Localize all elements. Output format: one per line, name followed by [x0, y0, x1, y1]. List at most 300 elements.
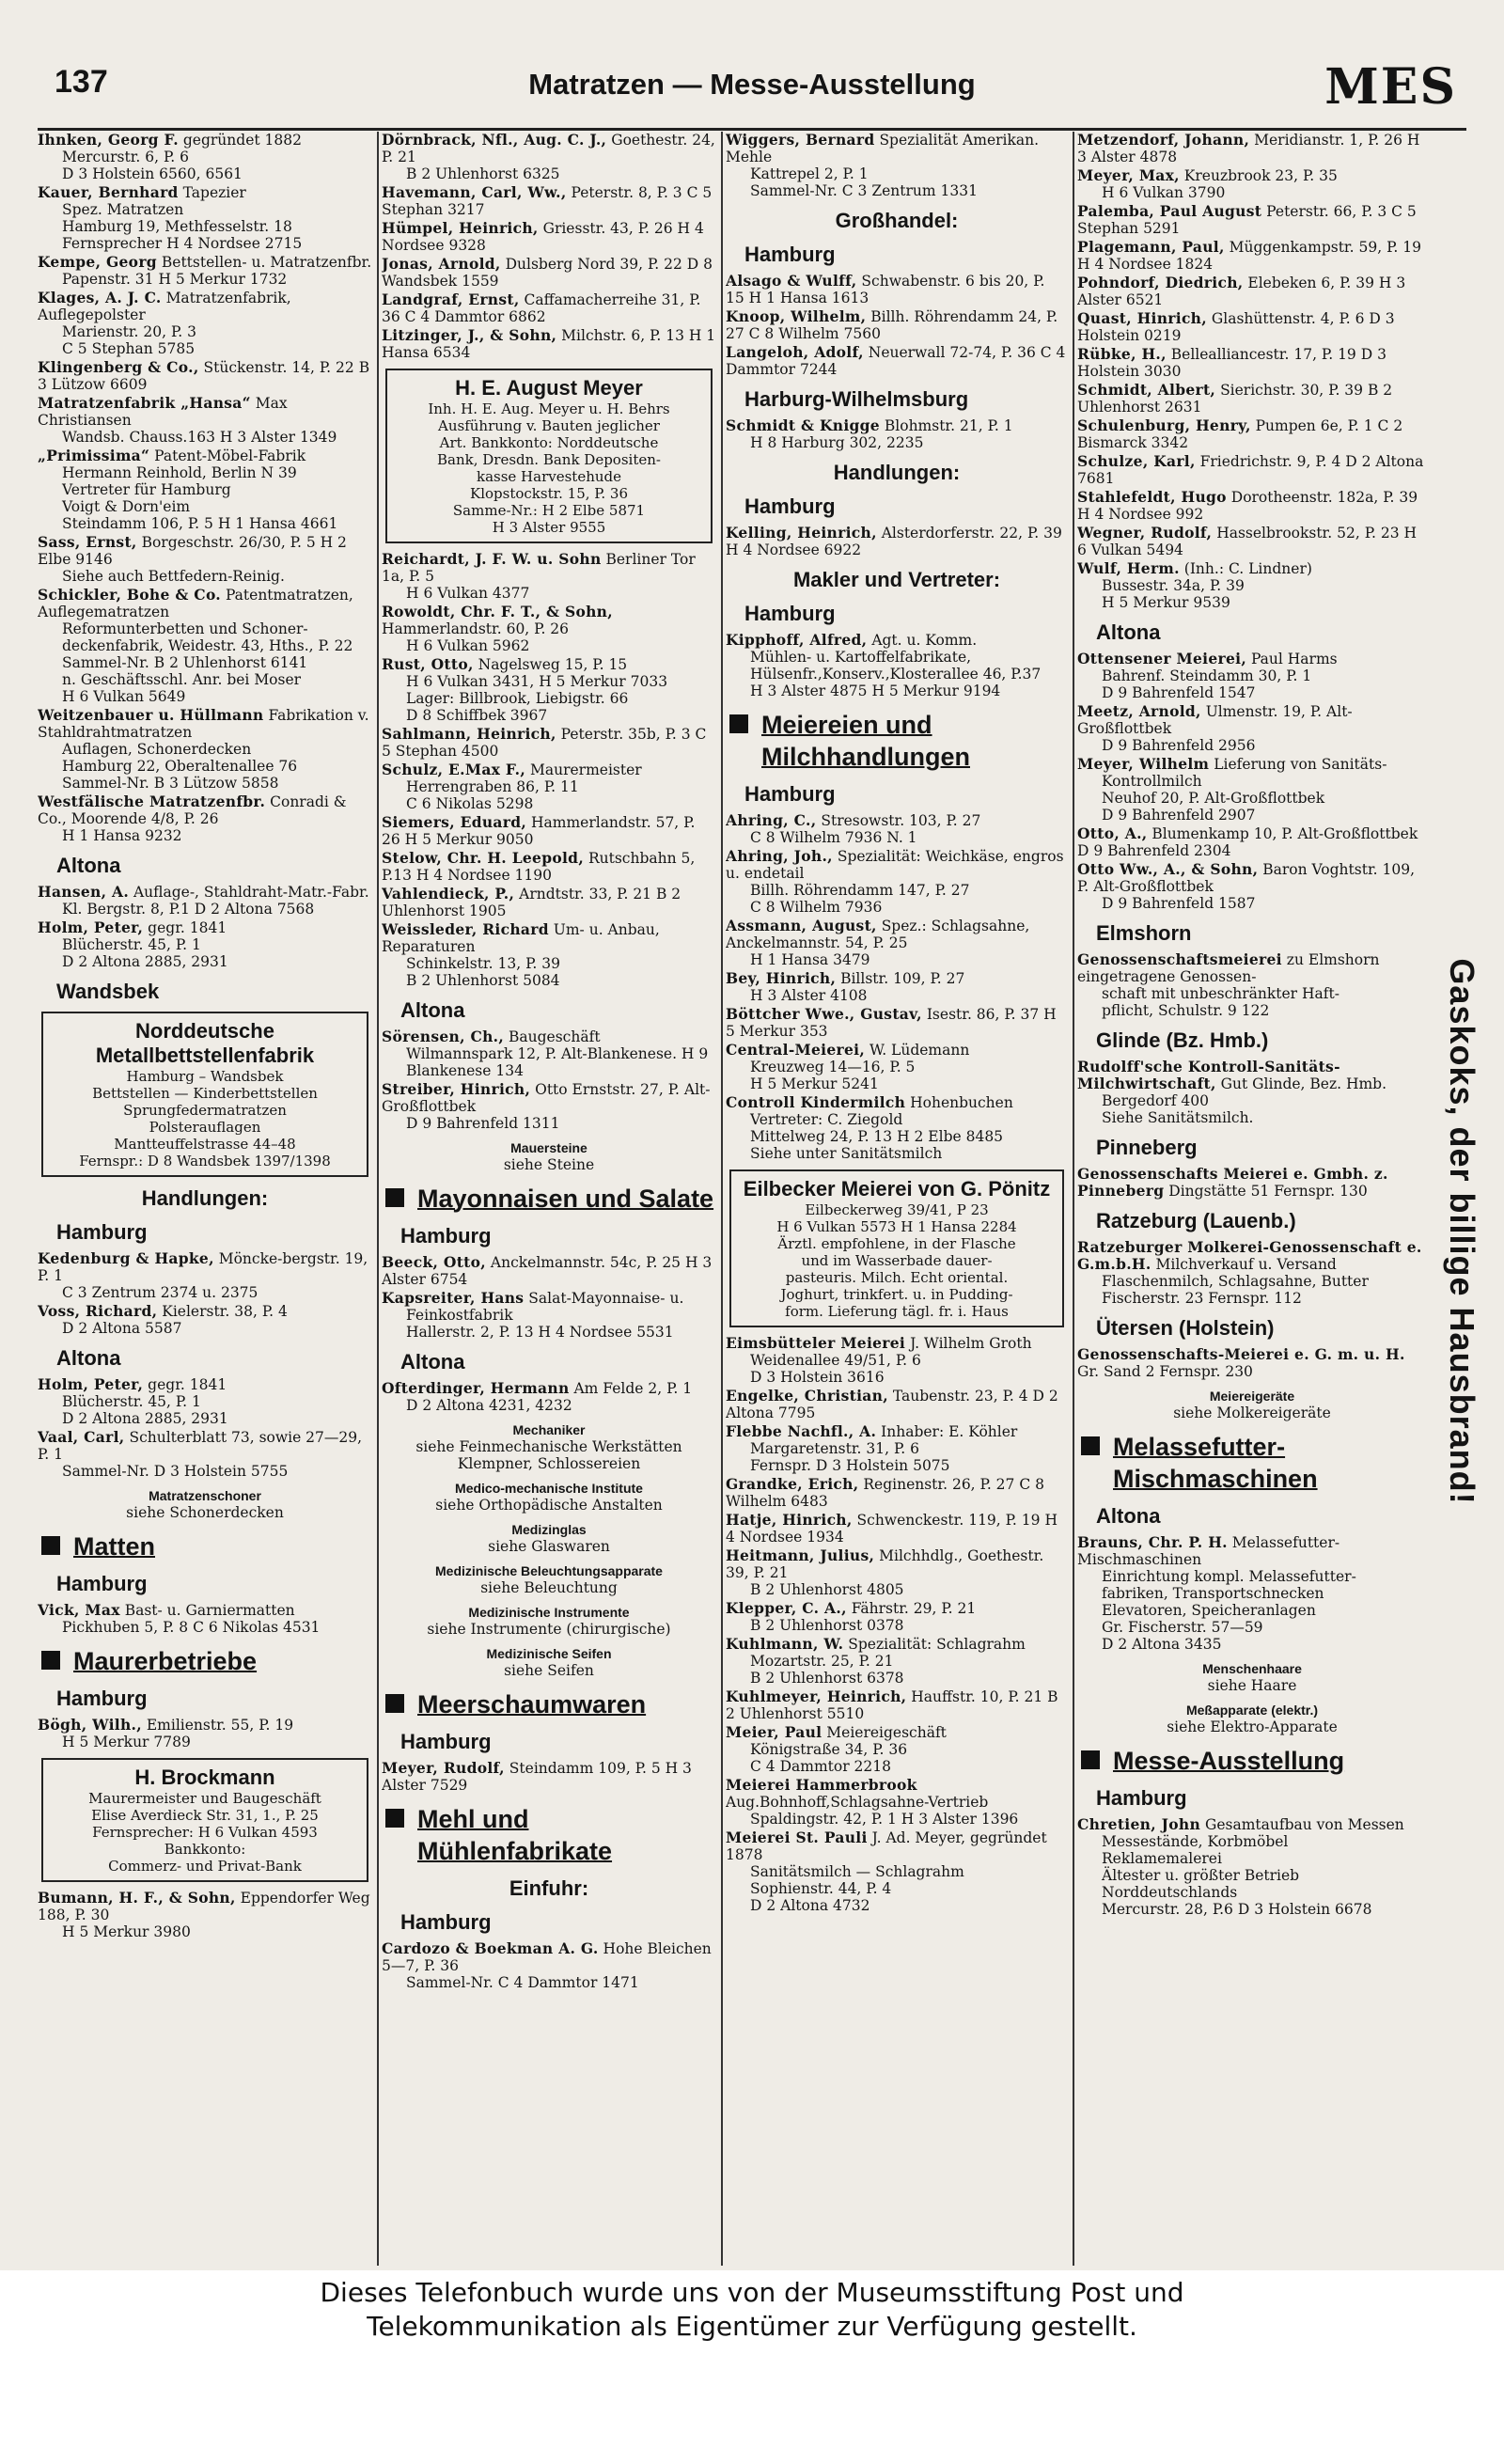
footer-line-1: Dieses Telefonbuch wurde uns von der Museumsstiftung Post und: [320, 2277, 1184, 2308]
entry-detail: H 5 Merkur 9539: [1102, 594, 1230, 611]
listing-entry: [726, 1423, 1068, 1474]
entry-detail: W. Lüdemann: [869, 1042, 970, 1059]
entry-detail: C 8 Wilhelm 7936: [750, 899, 883, 916]
ad-title: H. E. August Meyer: [455, 376, 643, 400]
entry-detail: C 8 Wilhelm 7936 N. 1: [750, 829, 917, 846]
entry-detail: Reklamemalerei: [1102, 1850, 1222, 1867]
entry-name: Vick, Max: [38, 1601, 120, 1619]
entry-detail: Spezialität: Weichkäse, engros u. endetail: [726, 848, 1064, 882]
entry-name: Litzinger, J., & Sohn,: [382, 326, 557, 344]
listing-entry: [726, 1042, 1068, 1092]
entry-detail: Griesstr. 43, P. 26 H 4 Nordsee 9328: [382, 220, 704, 254]
entry-detail: B 2 Uhlenhorst 5084: [406, 972, 560, 989]
entry-detail: Steindamm 106, P. 5 H 1 Hansa 4661: [62, 515, 338, 532]
entry-detail: Ulmenstr. 19, P. Alt-Großflottbek: [1077, 703, 1353, 737]
entry-name: Weitzenbauer u. Hüllmann: [38, 706, 264, 724]
xref-title: Matratzenschoner: [149, 1488, 261, 1503]
entry-detail: Möncke-bergstr. 19, P. 1: [38, 1250, 368, 1284]
entry-detail: Billh. Röhrendamm 24, P. 27 C 8 Wilhelm 7560: [726, 308, 1058, 342]
entry-name: Meetz, Arnold,: [1077, 702, 1201, 720]
listing-entry: [382, 551, 716, 602]
entry-detail: Milchverkauf u. Versand: [1155, 1256, 1337, 1273]
ad-line: Samme-Nr.: H 2 Elbe 5871: [452, 502, 646, 519]
entry-detail: D 8 Schiffbek 3967: [406, 707, 548, 724]
listing-entry: [382, 1254, 716, 1288]
listing-entry: [38, 1376, 372, 1427]
entry-name: Schmidt & Knigge: [726, 416, 880, 434]
entry-name: Wiggers, Bernard: [726, 132, 875, 149]
listing-entry: [382, 814, 716, 848]
entry-detail: Auflagen, Schonerdecken: [62, 741, 252, 758]
entry-detail: Feinkostfabrik: [406, 1307, 513, 1324]
entry-detail: Sanitätsmilch — Schlagrahm: [750, 1863, 964, 1880]
entry-detail: Rutschbahn 5, P.13 H 4 Nordsee 1190: [382, 850, 696, 884]
entry-detail: Papenstr. 31 H 5 Merkur 1732: [62, 271, 288, 288]
listing-entry: [726, 1636, 1068, 1687]
entry-detail: Max Christiansen: [38, 395, 288, 429]
place-heading: Hamburg: [400, 1730, 492, 1753]
listing-entry: [382, 1081, 716, 1132]
entry-detail: Otto Ernststr. 27, P. Alt-Großflottbek: [382, 1081, 711, 1115]
listing-entry: [382, 1028, 716, 1079]
category-heading: [382, 1688, 716, 1720]
boxed-advertisement: [729, 1169, 1064, 1327]
entry-name: Kelling, Heinrich,: [726, 524, 877, 541]
entry-detail: Sammel-Nr. D 3 Holstein 5755: [62, 1463, 289, 1480]
cross-reference: [382, 1421, 716, 1472]
entry-detail: H 5 Merkur 3980: [62, 1923, 191, 1940]
entry-detail: Marienstr. 20, P. 3: [62, 323, 196, 340]
boxed-advertisement: [41, 1012, 368, 1177]
entry-detail: Kielerstr. 38, P. 4: [162, 1303, 288, 1320]
entry-detail: Weidenallee 49/51, P. 6: [750, 1352, 921, 1369]
entry-name: Genossenschafts-Meierei e. G. m. u. H.: [1077, 1345, 1405, 1363]
entry-name: Schulenburg, Henry,: [1077, 416, 1251, 434]
entry-detail: H 5 Merkur 5241: [750, 1075, 879, 1092]
entry-detail: J. Ad. Meyer, gegründet 1878: [726, 1829, 1047, 1863]
entry-detail: fabriken, Transportschnecken: [1102, 1585, 1324, 1602]
xref-title: Mauersteine: [510, 1140, 588, 1155]
place-heading: Hamburg: [744, 602, 836, 625]
entry-detail: Agt. u. Komm.: [871, 632, 978, 649]
entry-name: Ottensener Meierei,: [1077, 650, 1247, 667]
entry-detail: Blücherstr. 45, P. 1: [62, 936, 201, 953]
entry-detail: Elebeken 6, P. 39 H 3 Alster 6521: [1077, 275, 1406, 308]
entry-name: Klages, A. J. C.: [38, 289, 162, 306]
entry-name: Flebbe Nachfl., A.: [726, 1422, 877, 1440]
entry-detail: C 4 Dammtor 2218: [750, 1758, 891, 1775]
entry-detail: H 1 Hansa 9232: [62, 827, 182, 844]
xref-target: siehe Molkereigeräte: [1173, 1405, 1331, 1421]
place-heading: Hamburg: [1096, 1786, 1187, 1810]
category-heading: [38, 1645, 372, 1677]
entry-name: Meier, Paul: [726, 1723, 822, 1741]
listing-entry: [1077, 825, 1427, 859]
entry-detail: Bergedorf 400: [1102, 1092, 1209, 1109]
ad-title: Norddeutsche Metallbettstellenfabrik: [95, 1019, 315, 1067]
entry-name: Chretien, John: [1077, 1815, 1201, 1833]
entry-name: Alsago & Wulff,: [726, 272, 857, 290]
listing-entry: [1077, 310, 1427, 344]
listing-entry: [726, 1335, 1068, 1386]
listing-entry: [726, 1476, 1068, 1510]
entry-detail: Nagelsweg 15, P. 15: [478, 656, 628, 673]
entry-detail: D 9 Bahrenfeld 1547: [1102, 684, 1256, 701]
boxed-advertisement: [385, 369, 713, 543]
ad-line: Maurermeister und Baugeschäft: [88, 1790, 321, 1807]
entry-detail: Am Felde 2, P. 1: [573, 1380, 693, 1397]
entry-name: Holm, Peter,: [38, 1375, 144, 1393]
entry-detail: Milchstr. 6, P. 13 H 1 Hansa 6534: [382, 327, 716, 361]
xref-target: siehe Instrumente (chirurgische): [427, 1621, 671, 1638]
entry-name: Voss, Richard,: [38, 1302, 158, 1320]
category-square-icon: [41, 1536, 60, 1555]
sub-heading: Großhandel:: [835, 209, 959, 232]
entry-detail: Billstr. 109, P. 27: [840, 970, 965, 987]
entry-detail: Hauffstr. 10, P. 21 B 2 Uhlenhorst 5510: [726, 1688, 1058, 1722]
entry-name: Controll Kindermilch: [726, 1093, 906, 1111]
category-square-icon: [41, 1651, 60, 1670]
listing-entry: [1077, 1239, 1427, 1307]
ad-line: und im Wasserbade dauer-: [801, 1252, 993, 1269]
listing-entry: [38, 132, 372, 182]
xref-title: Meßapparate (elektr.): [1185, 1703, 1319, 1718]
ad-line: Ärztl. empfohlene, in der Flasche: [777, 1235, 1016, 1252]
listing-entry: [38, 534, 372, 585]
entry-detail: Neuhof 20, P. Alt-Großflottbek: [1102, 790, 1325, 807]
listing-entry: [726, 1094, 1068, 1162]
entry-name: Bumann, H. F., & Sohn,: [38, 1889, 236, 1907]
category-square-icon: [385, 1188, 404, 1207]
entry-detail: Schwabenstr. 6 bis 20, P. 15 H 1 Hansa 1613: [726, 273, 1045, 306]
listing-entry: [38, 1890, 372, 1940]
entry-detail: Spaldingstr. 42, P. 1 H 3 Alster 1396: [750, 1811, 1019, 1828]
category-title: Melassefutter-Mischmaschinen: [1113, 1433, 1318, 1493]
entry-detail: Tapezier: [182, 184, 246, 201]
entry-detail: Dorotheenstr. 182a, P. 39 H 4 Nordsee 992: [1077, 489, 1418, 523]
entry-name: Langeloh, Adolf,: [726, 343, 864, 361]
listing-entry: [1077, 1059, 1427, 1126]
entry-detail: Peterstr. 8, P. 3 C 5 Stephan 3217: [382, 184, 713, 218]
entry-detail: pflicht, Schulstr. 9 122: [1102, 1002, 1270, 1019]
entry-detail: Glashüttenstr. 4, P. 6 D 3 Holstein 0219: [1077, 310, 1395, 344]
xref-target: siehe Glaswaren: [488, 1538, 610, 1555]
entry-detail: Sammel-Nr. B 3 Lützow 5858: [62, 775, 279, 792]
ad-line: form. Lieferung tägl. fr. i. Haus: [785, 1303, 1009, 1320]
listing-entry: [38, 254, 372, 288]
category-square-icon: [1081, 1750, 1100, 1769]
entry-detail: Fernsprecher H 4 Nordsee 2715: [62, 235, 303, 252]
listing-entry: [382, 726, 716, 760]
category-heading: [726, 709, 1068, 773]
xref-target: siehe Feinmechanische Werkstätten Klempner, Schlossereien: [415, 1438, 682, 1472]
listing-entry: [382, 604, 716, 654]
entry-detail: Bellealliancestr. 17, P. 19 D 3 Holstein 3030: [1077, 346, 1386, 380]
listing-entry: [1077, 489, 1427, 523]
entry-detail: C 6 Nikolas 5298: [406, 795, 534, 812]
place-heading: Pinneberg: [1096, 1136, 1198, 1159]
listing-entry: [726, 344, 1068, 378]
column-3: [726, 132, 1068, 2266]
entry-detail: Stückenstr. 14, P. 22 B 3 Lützow 6609: [38, 359, 370, 393]
entry-name: Hansen, A.: [38, 883, 130, 901]
xref-title: Medizinische Instrumente: [468, 1605, 630, 1620]
cross-reference: [382, 1562, 716, 1596]
entry-detail: Elevatoren, Speicheranlagen: [1102, 1602, 1316, 1619]
entry-name: Cardozo & Boekman A. G.: [382, 1939, 599, 1957]
entry-detail: Arndtstr. 33, P. 21 B 2 Uhlenhorst 1905: [382, 886, 682, 919]
entry-name: Kauer, Bernhard: [38, 183, 179, 201]
sub-heading: Einfuhr:: [509, 1876, 589, 1900]
listing-entry: [1077, 1166, 1427, 1200]
entry-detail: B 2 Uhlenhorst 4805: [750, 1581, 904, 1598]
category-title: Mayonnaisen und Salate: [417, 1185, 714, 1213]
entry-detail: Mittelweg 24, P. 13 H 2 Elbe 8485: [750, 1128, 1004, 1145]
header-rule: [38, 128, 1466, 131]
ad-line: Klopstockstr. 15, P. 36: [470, 485, 628, 502]
category-title: Messe-Ausstellung: [1113, 1747, 1345, 1775]
place-heading: Hamburg: [744, 494, 836, 518]
xref-target: siehe Seifen: [504, 1662, 594, 1679]
place-heading: Wandsbek: [56, 980, 160, 1003]
cross-reference: [382, 1521, 716, 1555]
listing-entry: [1077, 560, 1427, 611]
entry-detail: Sierichstr. 30, P. 39 B 2 Uhlenhorst 2631: [1077, 382, 1393, 416]
ad-line: H 6 Vulkan 5573 H 1 Hansa 2284: [776, 1218, 1017, 1235]
entry-detail: Sammel-Nr. C 4 Dammtor 1471: [406, 1974, 639, 1991]
entry-name: Quast, Hinrich,: [1077, 309, 1207, 327]
listing-entry: [1077, 1346, 1427, 1380]
ad-line: Joghurt, trinkfert. u. in Pudding-: [780, 1286, 1013, 1303]
entry-name: Kuhlmeyer, Heinrich,: [726, 1687, 907, 1705]
entry-name: Heitmann, Julius,: [726, 1546, 875, 1564]
entry-detail: Hallerstr. 2, P. 13 H 4 Nordsee 5531: [406, 1324, 674, 1341]
entry-detail: deckenfabrik, Weidestr. 43, Hths., P. 22: [62, 637, 353, 654]
vertical-ad-band: [1429, 902, 1495, 1561]
xref-target: siehe Haare: [1207, 1677, 1297, 1694]
listing-entry: [726, 1512, 1068, 1546]
entry-name: Böttcher Wwe., Gustav,: [726, 1005, 922, 1023]
entry-detail: Sophienstr. 44, P. 4: [750, 1880, 892, 1897]
entry-detail: Salat-Mayonnaise- u.: [528, 1290, 684, 1307]
entry-name: Kipphoff, Alfred,: [726, 631, 868, 649]
entry-detail: Alsterdorferstr. 22, P. 39 H 4 Nordsee 6922: [726, 525, 1062, 558]
entry-detail: Hermann Reinhold, Berlin N 39: [62, 464, 297, 481]
listing-entry: [38, 184, 372, 252]
entry-detail: Gr. Fischerstr. 57—59: [1102, 1619, 1263, 1636]
place-heading: Glinde (Bz. Hmb.): [1096, 1028, 1269, 1052]
entry-detail: zu Elmshorn eingetragene Genossen-: [1077, 951, 1380, 985]
entry-detail: Patentmatratzen, Auflegematratzen: [38, 587, 353, 620]
entry-detail: Steindamm 109, P. 5 H 3 Alster 7529: [382, 1760, 692, 1794]
listing-entry: [382, 1380, 716, 1414]
listing-entry: [38, 395, 372, 446]
vertical-ad-text: Gaskoks, der billige Hausbrand!: [1443, 958, 1481, 1505]
entry-name: Ratzeburger Molkerei-Genossenschaft e. G.m.b.H.: [1077, 1238, 1422, 1273]
entry-name: Streiber, Hinrich,: [382, 1080, 531, 1098]
entry-name: Bögh, Wilh.,: [38, 1716, 142, 1734]
entry-detail: H 1 Hansa 3479: [750, 951, 870, 968]
ad-line: Art. Bankkonto: Norddeutsche: [439, 434, 659, 451]
ad-line: Fernsprecher: H 6 Vulkan 4593: [92, 1824, 318, 1841]
listing-entry: [1077, 132, 1427, 165]
listing-entry: [38, 1602, 372, 1636]
listing-entry: [1077, 951, 1427, 1019]
sub-heading: Makler und Vertreter:: [792, 568, 1001, 591]
entry-detail: Billh. Röhrendamm 147, P. 27: [750, 882, 970, 899]
entry-detail: schaft mit unbeschränkter Haft-: [1102, 985, 1340, 1002]
entry-detail: B 2 Uhlenhorst 6378: [750, 1670, 904, 1687]
ad-title: H. Brockmann: [134, 1766, 275, 1789]
entry-detail: D 3 Holstein 6560, 6561: [62, 165, 243, 182]
entry-detail: Mercurstr. 6, P. 6: [62, 149, 189, 165]
entry-detail: Mühlen- u. Kartoffelfabrikate, Hülsenfr.,Konserv.,Klosterallee 46, P.37: [750, 649, 1042, 683]
listing-entry: [1077, 651, 1427, 701]
listing-entry: [726, 308, 1068, 342]
listing-entry: [382, 291, 716, 325]
entry-detail: Stresowstr. 103, P. 27: [821, 812, 981, 829]
listing-entry: [726, 918, 1068, 968]
xref-title: Medizinische Beleuchtungsapparate: [435, 1563, 663, 1578]
entry-detail: Auflage-, Stahldraht-Matr.-Fabr.: [133, 884, 369, 901]
listing-entry: [38, 290, 372, 357]
entry-detail: Margaretenstr. 31, P. 6: [750, 1440, 919, 1457]
listing-entry: [1077, 346, 1427, 380]
entry-name: Brauns, Chr. P. H.: [1077, 1533, 1228, 1551]
entry-detail: Fischerstr. 23 Fernspr. 112: [1102, 1290, 1302, 1307]
entry-detail: Isestr. 86, P. 37 H 5 Merkur 353: [726, 1006, 1057, 1040]
entry-detail: Blumenkamp 10, P. Alt-Großflottbek D 9 Bahrenfeld 2304: [1077, 825, 1418, 859]
listing-entry: [1077, 453, 1427, 487]
entry-detail: Kreuzbrook 23, P. 35: [1183, 167, 1338, 184]
entry-name: Landgraf, Ernst,: [382, 290, 520, 308]
ad-line: Sprungfedermatratzen: [123, 1102, 287, 1119]
category-title: Maurerbetriebe: [73, 1647, 258, 1675]
cross-reference: [1077, 1702, 1427, 1735]
listing-entry: [382, 850, 716, 884]
listing-entry: [38, 707, 372, 792]
entry-name: Wegner, Rudolf,: [1077, 524, 1213, 541]
entry-name: Genossenschafts Meierei e. Gmbh. z. Pinneberg: [1077, 1165, 1388, 1200]
entry-detail: Anckelmannstr. 54c, P. 25 H 3 Alster 6754: [382, 1254, 713, 1288]
ad-line: H 3 Alster 9555: [492, 519, 606, 536]
index-key: MES: [1324, 58, 1457, 116]
entry-detail: Caffamacherreihe 31, P. 36 C 4 Dammtor 6862: [382, 291, 701, 325]
entry-name: Plagemann, Paul,: [1077, 238, 1225, 256]
place-heading: Altona: [56, 1346, 121, 1370]
listing-entry: [38, 447, 372, 532]
entry-detail: Baron Voghtstr. 109, P. Alt-Großflottbek: [1077, 861, 1416, 895]
ad-line: pasteuris. Milch. Echt oriental.: [785, 1269, 1009, 1286]
category-square-icon: [1081, 1436, 1100, 1455]
entry-name: Rust, Otto,: [382, 655, 474, 673]
place-heading: Hamburg: [400, 1224, 492, 1248]
place-heading: Altona: [1096, 620, 1161, 644]
entry-detail: Hammerlandstr. 57, P. 26 H 5 Merkur 9050: [382, 814, 696, 848]
listing-entry: [726, 632, 1068, 699]
entry-name: Vahlendieck, P.,: [382, 885, 515, 902]
entry-detail: Kontrollmilch: [1102, 773, 1202, 790]
entry-name: Eimsbütteler Meierei: [726, 1334, 906, 1352]
listing-entry: [1077, 1534, 1427, 1653]
entry-name: Vaal, Carl,: [38, 1428, 125, 1446]
entry-name: Kempe, Georg: [38, 253, 157, 271]
listing-entry: [1077, 1816, 1427, 1918]
entry-name: Hümpel, Heinrich,: [382, 219, 539, 237]
cross-reference: [1077, 1388, 1427, 1421]
listing-entry: [1077, 203, 1427, 237]
entry-name: Stelow, Chr. H. Leepold,: [382, 849, 585, 867]
entry-detail: D 2 Altona 4231, 4232: [406, 1397, 572, 1414]
entry-detail: Kattrepel 2, P. 1: [750, 165, 869, 182]
page-number: 137: [55, 64, 108, 100]
entry-name: Jonas, Arnold,: [382, 255, 501, 273]
entry-detail: Um- u. Anbau, Reparaturen: [382, 921, 660, 955]
entry-detail: Hasselbrookstr. 52, P. 23 H 6 Vulkan 5494: [1077, 525, 1418, 558]
entry-detail: Gut Glinde, Bez. Hmb.: [1220, 1075, 1387, 1092]
entry-detail: Voigt & Dorn'eim: [62, 498, 191, 515]
entry-detail: H 3 Alster 4108: [750, 987, 868, 1004]
listing-entry: [1077, 239, 1427, 273]
category-title: Matten: [73, 1532, 155, 1561]
entry-name: Schickler, Bohe & Co.: [38, 586, 222, 604]
category-title: Meiereien und Milchhandlungen: [761, 711, 970, 771]
page-header: [38, 58, 1466, 115]
entry-detail: Schulterblatt 73, sowie 27—29, P. 1: [38, 1429, 363, 1463]
cross-reference: [382, 1604, 716, 1638]
entry-name: Schmidt, Albert,: [1077, 381, 1216, 399]
entry-name: Rowoldt, Chr. F. T., & Sohn,: [382, 603, 613, 620]
category-square-icon: [385, 1809, 404, 1828]
entry-detail: Reginenstr. 26, P. 27 C 8 Wilhelm 6483: [726, 1476, 1044, 1510]
entry-detail: Meridianstr. 1, P. 26 H 3 Alster 4878: [1077, 132, 1420, 165]
entry-name: Kedenburg & Hapke,: [38, 1249, 214, 1267]
place-heading: Hamburg: [56, 1687, 148, 1710]
entry-detail: Sammel-Nr. C 3 Zentrum 1331: [750, 182, 978, 199]
listing-entry: [726, 525, 1068, 558]
listing-entry: [382, 256, 716, 290]
entry-detail: Herrengraben 86, P. 11: [406, 778, 579, 795]
entry-detail: gegr. 1841: [148, 919, 227, 936]
entry-detail: Norddeutschlands: [1102, 1884, 1238, 1901]
entry-name: Bey, Hinrich,: [726, 969, 837, 987]
entry-name: Ihnken, Georg F.: [38, 132, 179, 149]
entry-name: Meyer, Max,: [1077, 166, 1180, 184]
place-heading: Hamburg: [56, 1572, 148, 1595]
entry-name: Reichardt, J. F. W. u. Sohn: [382, 550, 602, 568]
cross-reference: [382, 1139, 716, 1173]
listing-entry: [726, 132, 1068, 199]
listing-entry: [726, 848, 1068, 916]
listing-entry: [1077, 525, 1427, 558]
column-1: [38, 132, 372, 2266]
column-2: [382, 132, 716, 2266]
xref-title: Mechaniker: [512, 1422, 586, 1437]
entry-detail: Peterstr. 66, P. 3 C 5 Stephan 5291: [1077, 203, 1417, 237]
entry-name: Meyer, Wilhelm: [1077, 755, 1210, 773]
entry-detail: Königstraße 34, P. 36: [750, 1741, 908, 1758]
listing-entry: [382, 184, 716, 218]
entry-detail: B 2 Uhlenhorst 0378: [750, 1617, 904, 1634]
entry-name: Westfälische Matratzenfbr.: [38, 793, 266, 810]
listing-entry: [38, 1717, 372, 1750]
entry-detail: Milchhdlg., Goethestr. 39, P. 21: [726, 1547, 1044, 1581]
entry-detail: Dingstätte 51 Fernspr. 130: [1168, 1183, 1368, 1200]
entry-detail: Pickhuben 5, P. 8 C 6 Nikolas 4531: [62, 1619, 321, 1636]
entry-detail: D 2 Altona 5587: [62, 1320, 182, 1337]
entry-name: Weissleder, Richard: [382, 920, 549, 938]
entry-detail: Dulsberg Nord 39, P. 22 D 8 Wandsbek 1559: [382, 256, 713, 290]
